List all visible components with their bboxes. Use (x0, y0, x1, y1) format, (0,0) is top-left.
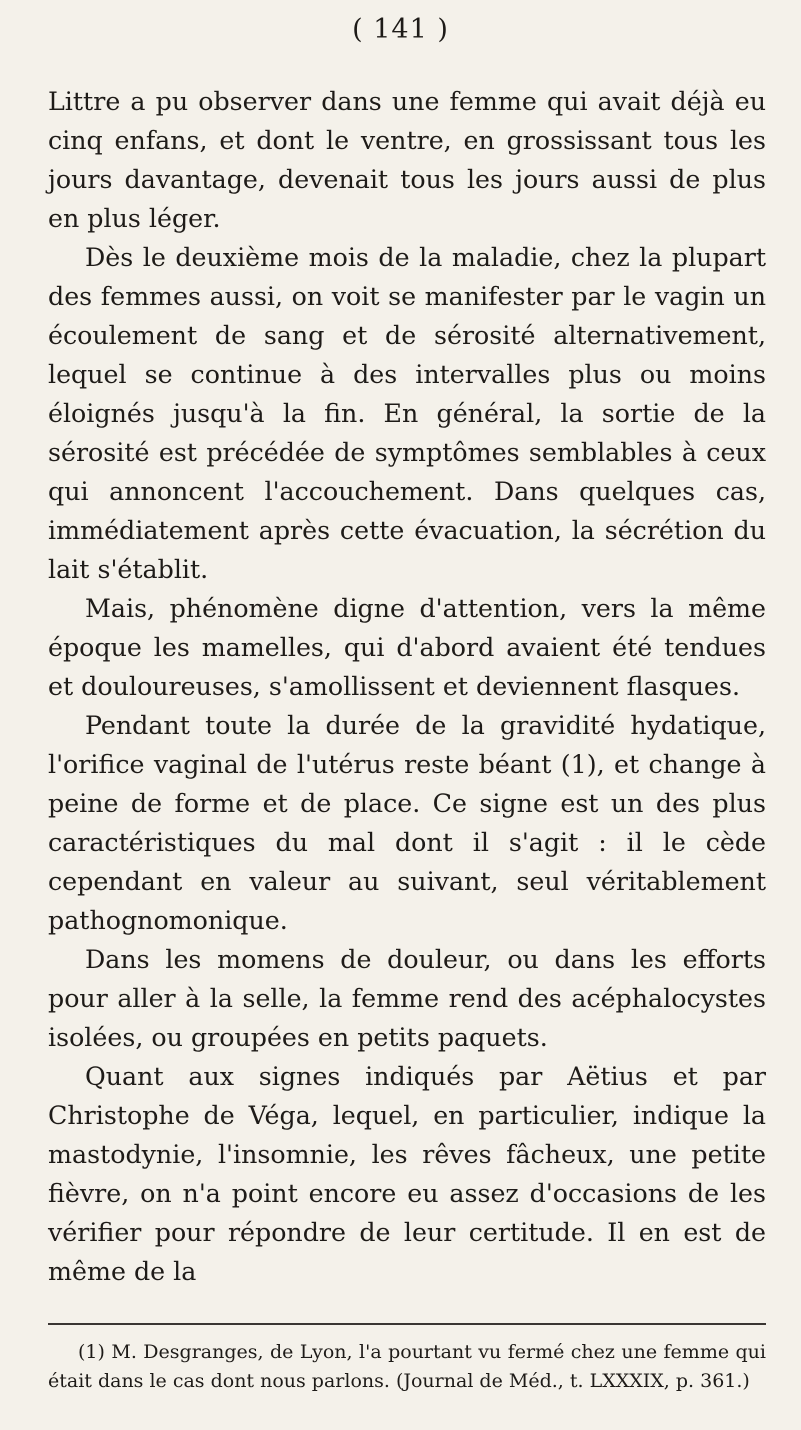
paragraph-2: Dès le deuxième mois de la maladie, chez la plupart des femmes aussi, on voit se manifester par le vagin un écoulement de sang et de sérosité alternativement, lequel se continue à des intervalles plus ou moins éloignés jusqu'à la fin. En général, la sortie de la sérosité est précédée de symptômes semblables à ceux qui annoncent l'accouchement. Dans quelques cas, immédiatement après cette évacuation, la sécrétion du lait s'établit. (48, 243, 766, 584)
paragraph-3: Mais, phénomène digne d'attention, vers la même époque les mamelles, qui d'abord avaient été tendues et douloureuses, s'amollissent et deviennent flasques. (48, 594, 766, 701)
paragraph-1: Littre a pu observer dans une femme qui avait déjà eu cinq enfans, et dont le ventre, en grossissant tous les jours davantage, devenait tous les jours aussi de plus en plus léger. (48, 87, 766, 233)
footnote (48, 1338, 766, 1396)
paragraph-6: Quant aux signes indiqués par Aëtius et par Christophe de Véga, lequel, en particulier, indique la mastodynie, l'insomnie, les rêves fâcheux, une petite fièvre, on n'a point encore eu assez d'occasions de les vérifier pour répondre de leur certitude. Il en est de même de la (48, 1062, 766, 1286)
paragraph-5: Dans les momens de douleur, ou dans les efforts pour aller à la selle, la femme rend des acéphalocystes isolées, ou groupées en petits paquets. (48, 945, 766, 1052)
body-text (48, 82, 766, 1291)
footnote-text: (1) M. Desgranges, de Lyon, l'a pourtant vu fermé chez une femme qui était dans le cas dont nous parlons. (Journal de Méd., t. LXXXIX, p. 361.) (48, 1341, 766, 1392)
paragraph-4: Pendant toute la durée de la gravidité hydatique, l'orifice vaginal de l'utérus reste béant (1), et change à peine de forme et de place. Ce signe est un des plus caractéristiques du mal dont il s'agit : il le cède cependant en valeur au suivant, seul véritablement pathognomonique. (48, 711, 766, 935)
page-number: ( 141 ) (352, 14, 449, 45)
footnote-divider (48, 1323, 766, 1325)
